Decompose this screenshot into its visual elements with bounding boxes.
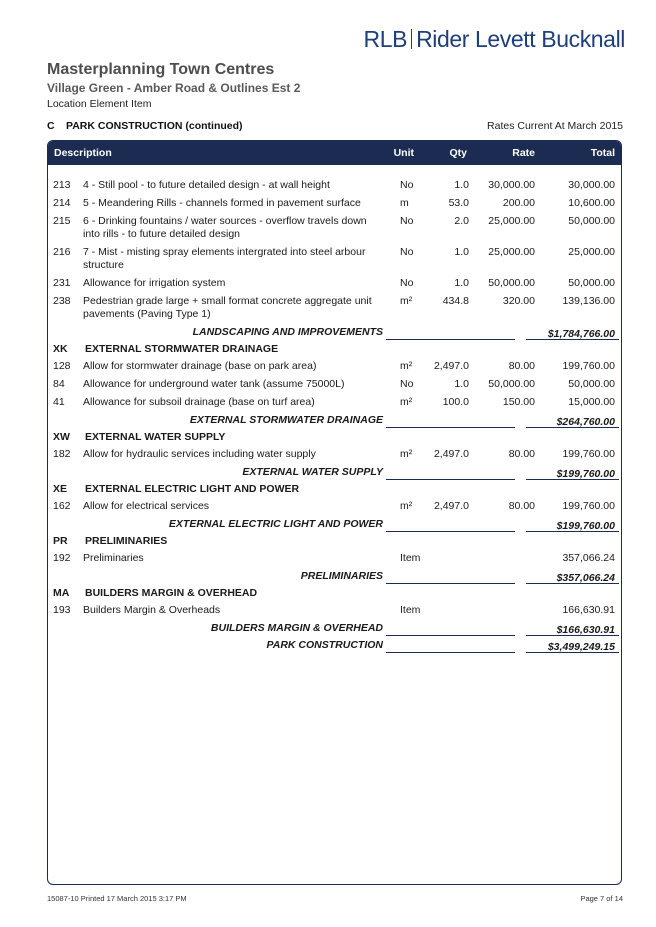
header-qty: Qty (449, 147, 467, 159)
item-rate: 50,000.00 (488, 378, 535, 390)
subtotal-row (48, 465, 621, 482)
group-code: XE (53, 483, 68, 495)
item-total: 50,000.00 (568, 277, 615, 289)
subtotal-value: $357,066.24 (556, 572, 615, 584)
item-description: 5 - Meandering Rills - channels formed in pavement surface (83, 197, 361, 209)
subtotal-label: LANDSCAPING AND IMPROVEMENTS (192, 326, 383, 338)
document-title: Masterplanning Town Centres (47, 61, 275, 78)
item-unit: Item (400, 604, 421, 616)
item-total: 30,000.00 (568, 179, 615, 191)
table-row (48, 603, 621, 621)
item-qty: 2,497.0 (433, 360, 469, 372)
item-description: Allow for stormwater drainage (base on park area) (83, 360, 317, 372)
item-description: 4 - Still pool - to future detailed design - at wall height (83, 179, 330, 191)
group-heading (48, 482, 621, 499)
item-unit: Item (400, 552, 421, 564)
logo-name: Rider Levett Bucknall (416, 26, 625, 52)
section-heading (47, 120, 243, 132)
table-row (48, 359, 621, 377)
group-code: MA (53, 587, 70, 599)
rlb-logo (364, 26, 625, 53)
subtotal-row (48, 413, 621, 430)
subtotal-rule (386, 531, 515, 532)
item-rate: 200.00 (502, 197, 535, 209)
item-rate: 30,000.00 (488, 179, 535, 191)
document-level-label: Location Element Item (47, 98, 152, 110)
table-row (48, 395, 621, 413)
subtotal-label: PRELIMINARIES (300, 570, 383, 582)
group-name: EXTERNAL STORMWATER DRAINAGE (85, 343, 279, 355)
subtotal-rule (386, 339, 515, 340)
group-code: XK (53, 343, 68, 355)
subtotal-rule (386, 583, 515, 584)
item-qty: 1.0 (454, 179, 469, 191)
item-rate: 50,000.00 (488, 277, 535, 289)
subtotal-rule (386, 479, 515, 480)
subtotal-label: EXTERNAL ELECTRIC LIGHT AND POWER (168, 518, 383, 530)
group-name: BUILDERS MARGIN & OVERHEAD (85, 587, 258, 599)
header-description: Description (54, 147, 112, 159)
item-total: 199,760.00 (562, 500, 615, 512)
subtotal-value: $199,760.00 (556, 520, 615, 532)
document-subtitle: Village Green - Amber Road & Outlines Est 2 (47, 81, 301, 95)
section-total-value: $3,499,249.15 (547, 641, 615, 653)
subtotal-rule (386, 427, 515, 428)
item-total: 357,066.24 (562, 552, 615, 564)
item-description: 7 - Mist - misting spray elements intergrated into steel arbour structure (83, 246, 366, 271)
table-row (48, 551, 621, 569)
subtotal-label: EXTERNAL STORMWATER DRAINAGE (189, 414, 383, 426)
item-total: 10,600.00 (568, 197, 615, 209)
table-body (48, 178, 621, 655)
section-code: C (47, 120, 55, 132)
item-description: Allowance for irrigation system (83, 277, 226, 289)
item-qty: 2,497.0 (433, 448, 469, 460)
item-description: Allow for electrical services (83, 500, 210, 512)
table-row (48, 214, 621, 245)
group-heading (48, 430, 621, 447)
group-name: EXTERNAL WATER SUPPLY (85, 431, 226, 443)
item-rate: 320.00 (502, 295, 535, 307)
table-row (48, 294, 621, 325)
item-rate: 80.00 (508, 448, 535, 460)
group-heading (48, 586, 621, 603)
item-qty: 1.0 (454, 277, 469, 289)
item-qty: 1.0 (454, 378, 469, 390)
item-code: 128 (53, 360, 71, 372)
item-total: 25,000.00 (568, 246, 615, 258)
item-total: 50,000.00 (568, 215, 615, 227)
item-total: 139,136.00 (562, 295, 615, 307)
item-description: Preliminaries (83, 552, 144, 564)
table-row (48, 377, 621, 395)
item-code: 182 (53, 448, 71, 460)
footer-page-number: Page 7 of 14 (580, 894, 623, 903)
section-name: PARK CONSTRUCTION (continued) (66, 120, 243, 132)
subtotal-label: BUILDERS MARGIN & OVERHEAD (210, 622, 383, 634)
item-unit: m² (400, 500, 413, 512)
item-description: Allow for hydraulic services including water supply (83, 448, 316, 460)
item-total: 166,630.91 (562, 604, 615, 616)
item-unit: No (400, 277, 414, 289)
item-code: 215 (53, 215, 71, 227)
subtotal-row (48, 325, 621, 342)
item-rate: 25,000.00 (488, 246, 535, 258)
item-code: 192 (53, 552, 71, 564)
table-row (48, 276, 621, 294)
item-rate: 150.00 (502, 396, 535, 408)
group-code: XW (53, 431, 70, 443)
item-unit: No (400, 215, 414, 227)
item-unit: m² (400, 448, 413, 460)
item-qty: 1.0 (454, 246, 469, 258)
item-code: 193 (53, 604, 71, 616)
item-rate: 25,000.00 (488, 215, 535, 227)
item-qty: 53.0 (448, 197, 469, 209)
table-row (48, 499, 621, 517)
item-unit: m² (400, 295, 413, 307)
header-unit: Unit (393, 147, 414, 159)
header-total: Total (590, 147, 615, 159)
item-qty: 2.0 (454, 215, 469, 227)
item-qty: 2,497.0 (433, 500, 469, 512)
rates-note: Rates Current At March 2015 (487, 120, 623, 132)
cost-table (47, 140, 622, 885)
item-total: 199,760.00 (562, 360, 615, 372)
subtotal-row (48, 517, 621, 534)
logo-divider (411, 29, 412, 49)
item-total: 50,000.00 (568, 378, 615, 390)
item-code: 213 (53, 179, 71, 191)
item-total: 199,760.00 (562, 448, 615, 460)
group-name: PRELIMINARIES (85, 535, 168, 547)
item-unit: No (400, 179, 414, 191)
subtotal-rule (386, 635, 515, 636)
item-unit: No (400, 378, 414, 390)
subtotal-value: $166,630.91 (556, 624, 615, 636)
item-description: Allowance for underground water tank (assume 75000L) (83, 378, 345, 390)
group-name: EXTERNAL ELECTRIC LIGHT AND POWER (85, 483, 300, 495)
item-total: 15,000.00 (568, 396, 615, 408)
item-rate: 80.00 (508, 360, 535, 372)
table-row (48, 245, 621, 276)
item-unit: No (400, 246, 414, 258)
item-description: Allowance for subsoil drainage (base on turf area) (83, 396, 315, 408)
item-unit: m² (400, 360, 413, 372)
item-qty: 434.8 (442, 295, 469, 307)
table-header (48, 141, 621, 165)
table-row (48, 196, 621, 214)
subtotal-value: $264,760.00 (556, 416, 615, 428)
item-qty: 100.0 (442, 396, 469, 408)
subtotal-value: $199,760.00 (556, 468, 615, 480)
item-code: 214 (53, 197, 71, 209)
item-code: 231 (53, 277, 71, 289)
item-code: 84 (53, 378, 65, 390)
item-unit: m (400, 197, 409, 209)
table-row (48, 178, 621, 196)
subtotal-row (48, 621, 621, 638)
header-rate: Rate (512, 147, 535, 159)
item-description: 6 - Drinking fountains / water sources - overflow travels down into rills - to future detailed design (83, 215, 367, 240)
subtotal-value: $1,784,766.00 (547, 328, 615, 340)
section-total-row (48, 638, 621, 655)
item-rate: 80.00 (508, 500, 535, 512)
item-code: 216 (53, 246, 71, 258)
table-row (48, 447, 621, 465)
subtotal-rule (386, 652, 515, 653)
logo-short: RLB (363, 26, 408, 52)
item-description: Builders Margin & Overheads (83, 604, 221, 616)
footer-print-info: 15087-10 Printed 17 March 2015 3:17 PM (47, 894, 187, 903)
item-code: 162 (53, 500, 71, 512)
item-code: 41 (53, 396, 65, 408)
group-heading (48, 534, 621, 551)
item-unit: m² (400, 396, 413, 408)
subtotal-row (48, 569, 621, 586)
group-code: PR (53, 535, 68, 547)
item-code: 238 (53, 295, 71, 307)
subtotal-label: EXTERNAL WATER SUPPLY (242, 466, 383, 478)
section-total-label: PARK CONSTRUCTION (266, 639, 383, 651)
item-description: Pedestrian grade large + small format concrete aggregate unit pavements (Paving Type 1) (83, 295, 372, 320)
group-heading (48, 342, 621, 359)
